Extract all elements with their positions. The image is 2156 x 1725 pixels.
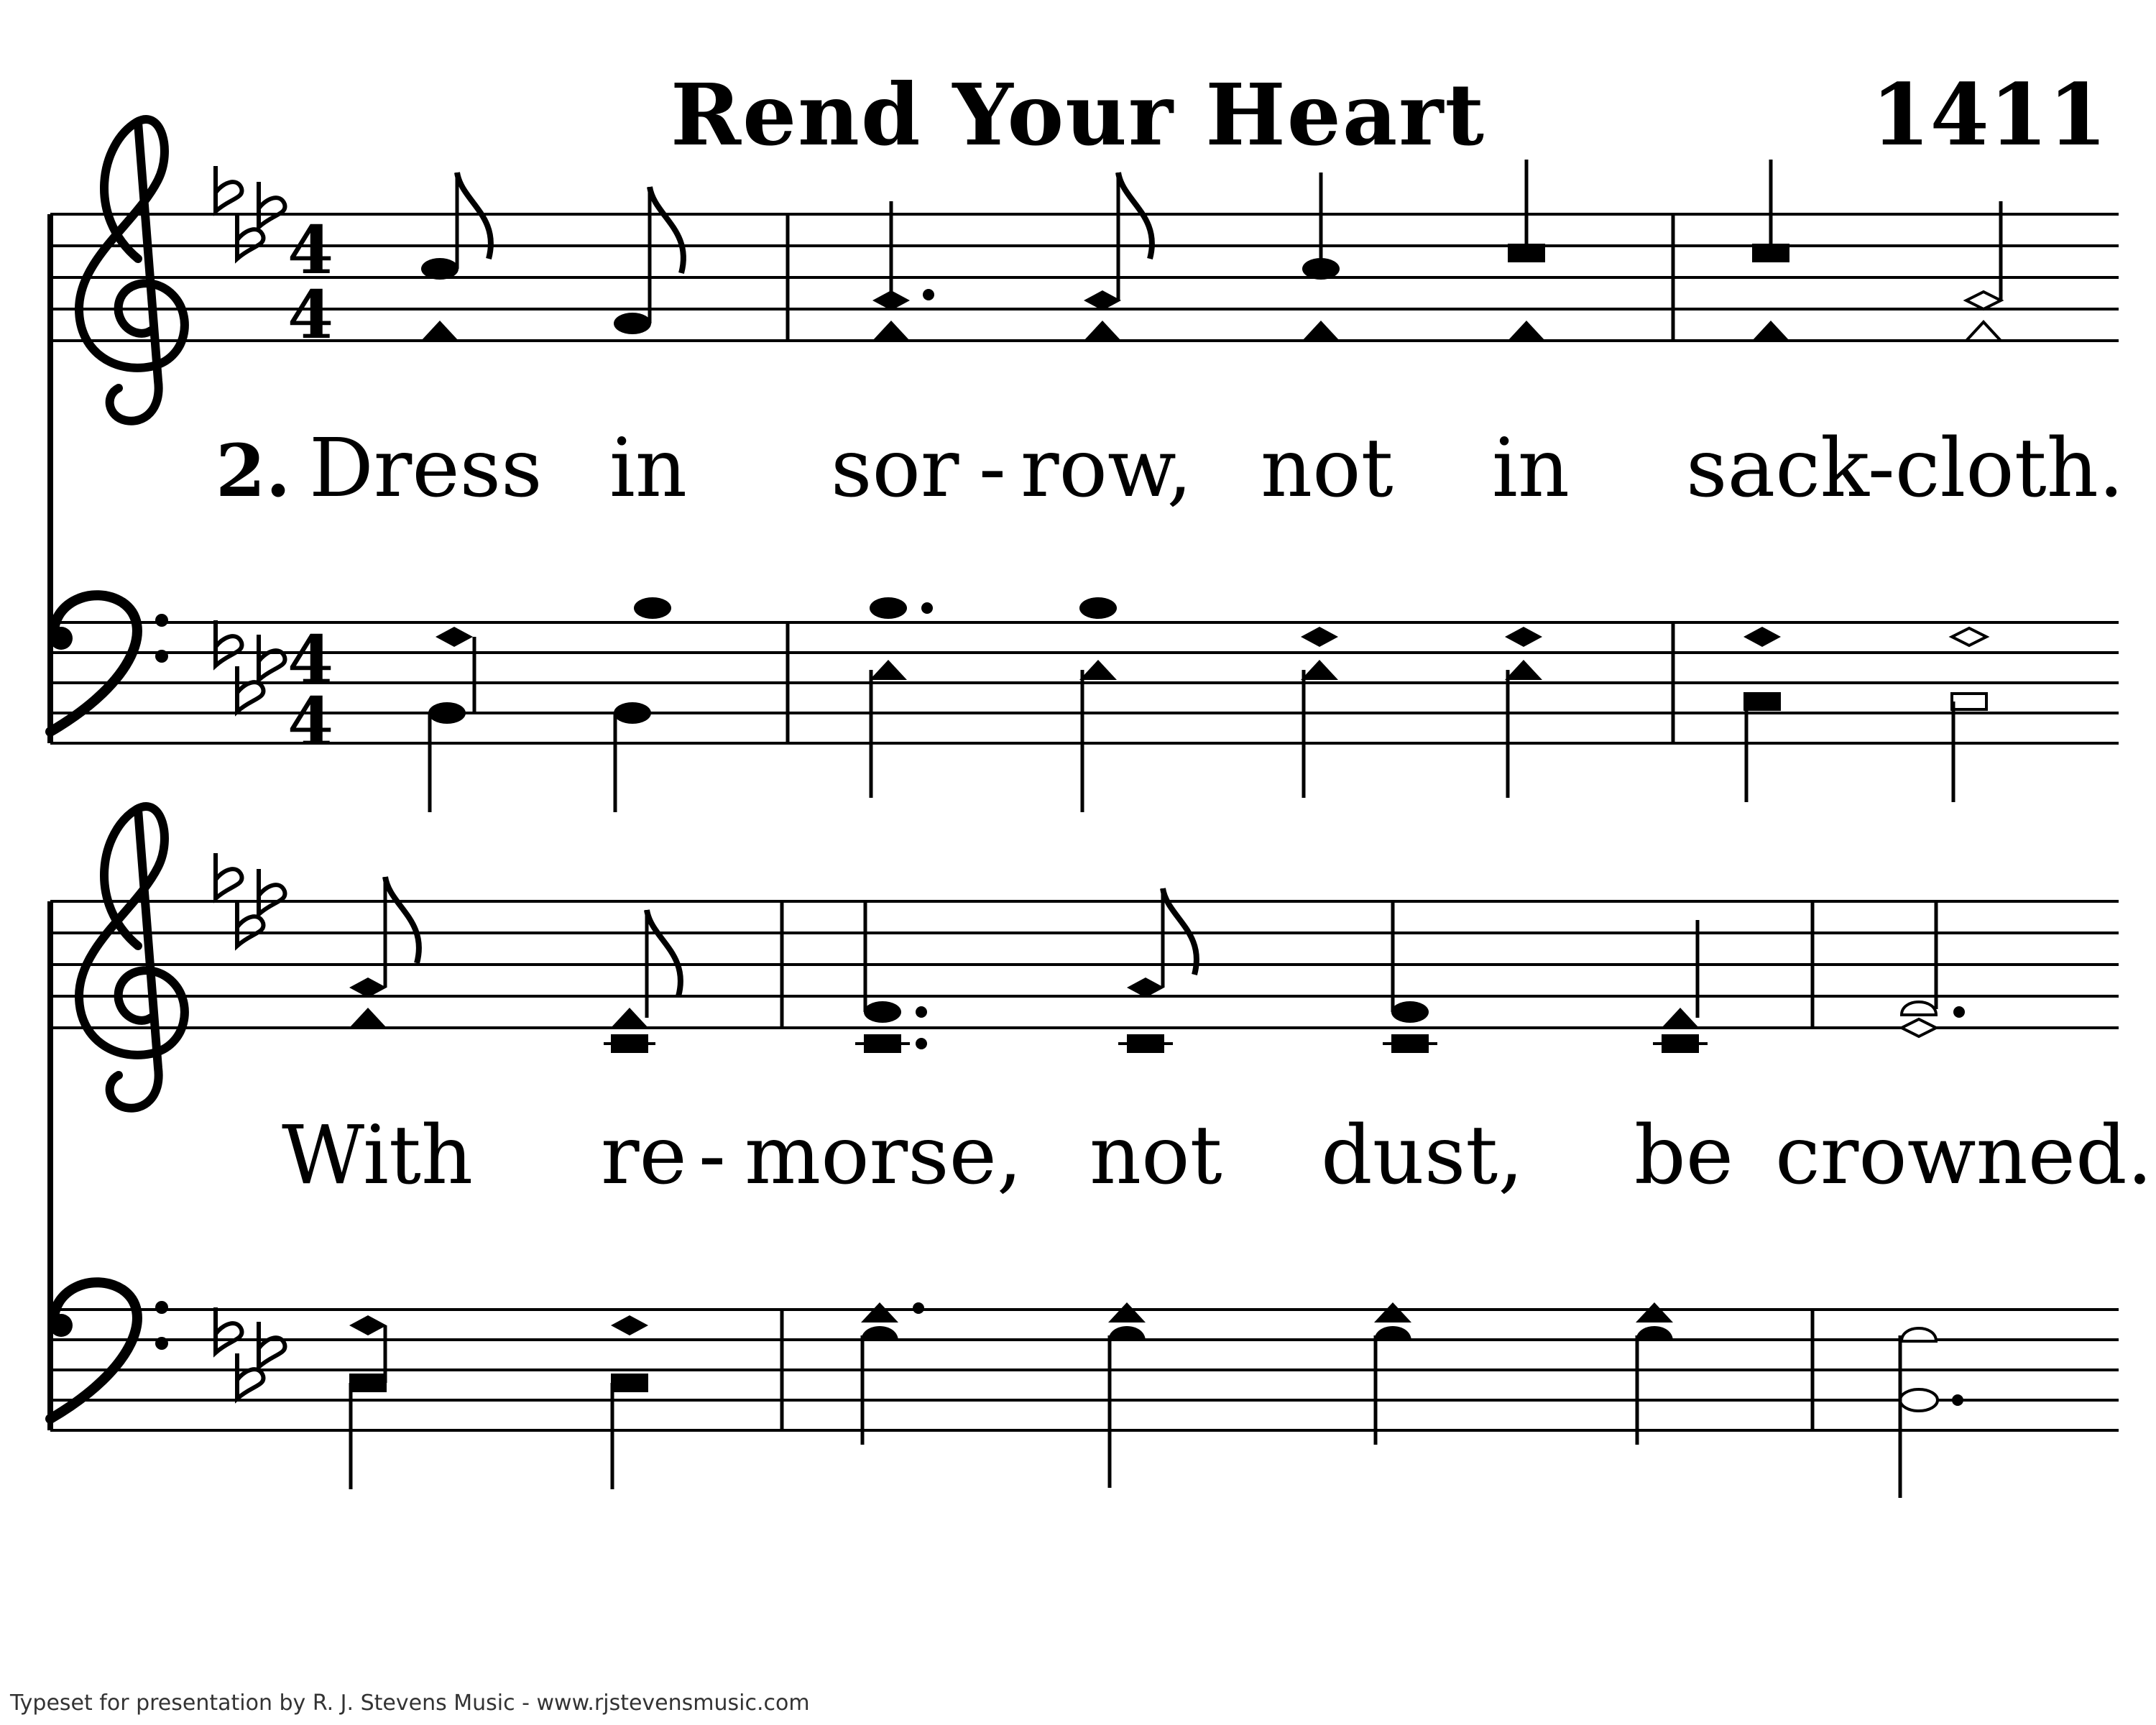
- lyric-syllable: With: [282, 1109, 474, 1202]
- lyric-syllable: Dress: [309, 422, 543, 515]
- time-signature: [287, 211, 333, 354]
- note: [421, 172, 491, 341]
- lyric-hyphen: -: [979, 422, 1006, 515]
- bass-notes-1: [428, 597, 1986, 812]
- hymn-number: 1411: [1871, 65, 2107, 165]
- lyric-hyphen: -: [699, 1109, 726, 1202]
- lyric-syllable: not: [1261, 422, 1393, 515]
- time-sig-top: 4: [287, 211, 334, 289]
- note: [1084, 172, 1152, 341]
- lyric-syllable: re: [601, 1109, 687, 1202]
- treble-staff-2: [50, 901, 2119, 1028]
- system-bracket: [47, 901, 53, 1430]
- lyric-syllable: sor: [831, 422, 959, 515]
- system-bracket: [47, 214, 53, 743]
- lyric-syllable: row,: [1021, 422, 1193, 515]
- svg-text:4: 4: [287, 621, 334, 699]
- bass-clef-icon: [50, 1282, 168, 1419]
- bass-clef-icon: [50, 595, 168, 732]
- note: [1302, 172, 1340, 341]
- time-sig-bottom: 4: [287, 276, 334, 354]
- verse-number: 2.: [216, 428, 291, 513]
- lyric-syllable: be: [1634, 1109, 1733, 1202]
- key-signature: [216, 1307, 285, 1399]
- note: [1752, 160, 1789, 341]
- typesetter-credit: Typeset for presentation by R. J. Stevens Music - www.rjstevensmusic.com: [10, 1690, 810, 1716]
- time-signature: [287, 621, 333, 760]
- bass-staff-1: [50, 622, 2119, 743]
- lyric-syllable: in: [1492, 422, 1570, 515]
- treble-staff-1: [50, 214, 2119, 341]
- note: [1966, 201, 2001, 341]
- lyric-syllable: sack-cloth.: [1686, 422, 2124, 515]
- note: [1508, 160, 1545, 341]
- key-signature: [216, 620, 285, 712]
- treble-clef-icon: [79, 119, 185, 421]
- lyric-syllable: dust,: [1321, 1109, 1524, 1202]
- treble-notes-1: [421, 160, 2001, 341]
- song-title: Rend Your Heart: [671, 65, 1485, 165]
- note: [614, 187, 683, 334]
- lyric-syllable: in: [609, 422, 687, 515]
- system-2: [47, 806, 2152, 1498]
- note: [872, 201, 934, 341]
- lyric-syllable: crowned.: [1775, 1109, 2153, 1202]
- lyric-syllable: not: [1089, 1109, 1222, 1202]
- treble-clef-icon: [79, 806, 185, 1108]
- lyrics-line-1: [216, 422, 2124, 515]
- lyrics-line-2: [282, 1109, 2152, 1202]
- system-1: [47, 119, 2124, 812]
- lyric-syllable: morse,: [745, 1109, 1023, 1202]
- svg-text:4: 4: [287, 683, 334, 760]
